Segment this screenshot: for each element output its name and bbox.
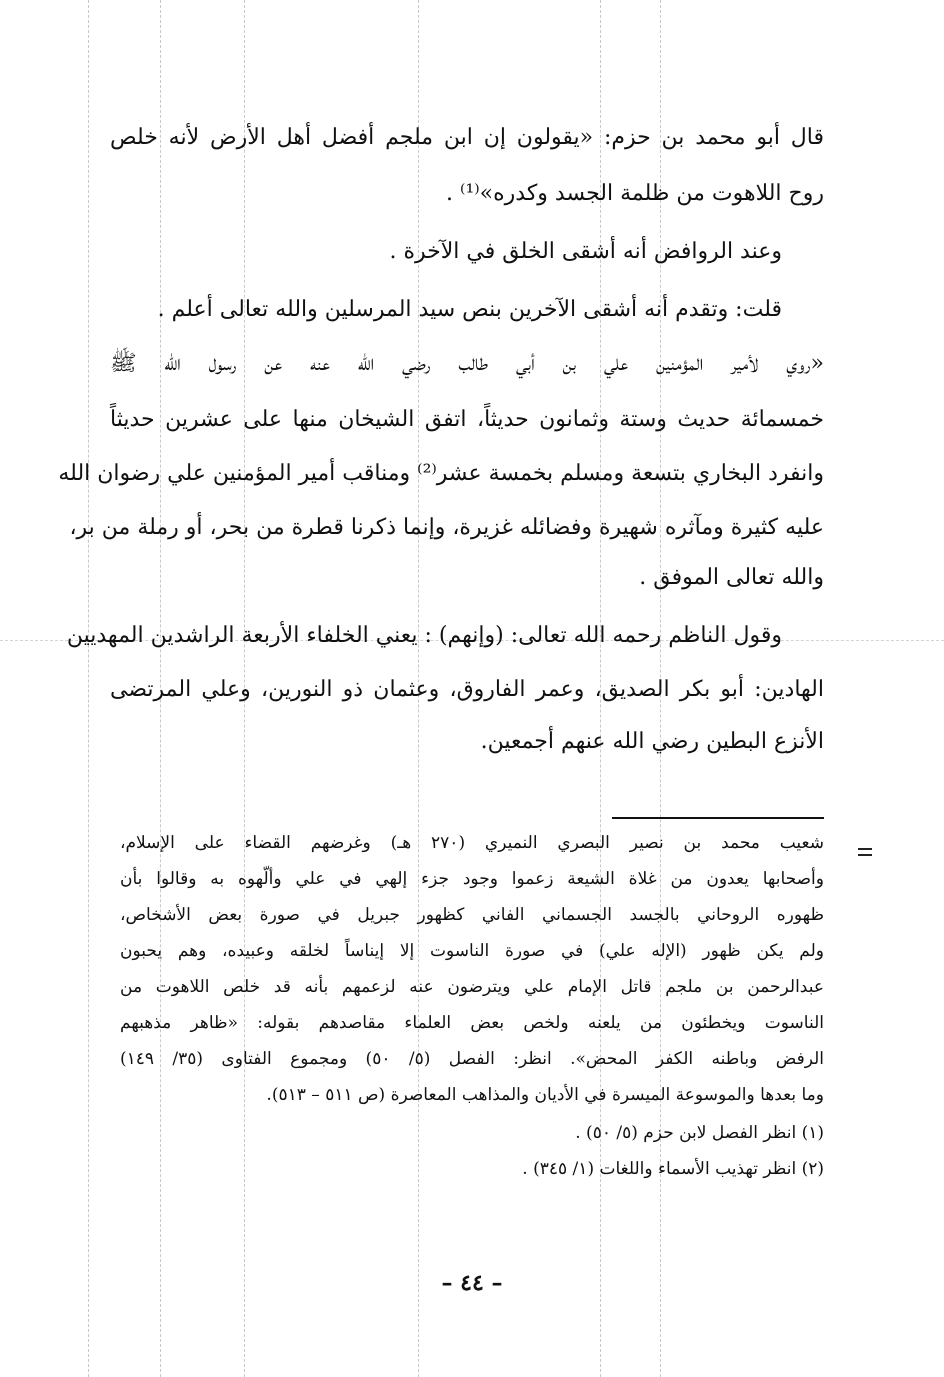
footnote-line: الناسوت ويخطئون من يلعنه ولخص بعض العلماء مقاصدهم بقوله: «ظاهر مذهبهم [120, 1013, 824, 1033]
body-line: خمسمائة حديث وستة وثمانون حديثاً، اتفق الشيخان منها على عشرين حديثاً [110, 407, 824, 432]
body-line: «روي لأمير المؤمنين علي بن أبي طالب رضي الله عنه عن رسول الله ﷺ [110, 351, 824, 376]
body-line: الأنزع البطين رضي الله عنهم أجمعين. [480, 729, 824, 754]
body-line: وعند الروافض أنه أشقى الخلق في الآخرة . [389, 239, 782, 264]
body-line: قال أبو محمد بن حزم: «يقولون إن ابن ملجم أفضل أهل الأرض لأنه خلص [110, 125, 824, 150]
body-line: روح اللاهوت من ظلمة الجسد وكدره»⁽¹⁾ . [446, 181, 824, 206]
scan-guide-line [88, 0, 89, 1377]
body-line: الهادين: أبو بكر الصديق، وعمر الفاروق، وعثمان ذو النورين، وعلي المرتضى [110, 677, 824, 702]
body-line: والله تعالى الموفق . [639, 565, 824, 590]
footnote-line: ولم يكن ظهور (الإله علي) في صورة الناسوت إلا إيناساً لخلقه وعبيده، وهم يحبون [120, 941, 824, 961]
footnote-separator [612, 817, 824, 819]
margin-mark [858, 848, 872, 850]
footnote-line: ظهوره الروحاني بالجسد الجسماني الفاني كظهور جبريل في صورة بعض الأشخاص، [120, 905, 824, 925]
body-line: وانفرد البخاري بتسعة ومسلم بخمسة عشر⁽²⁾ ومناقب أمير المؤمنين علي رضوان الله [58, 461, 824, 486]
page-number: – ٤٤ – [441, 1270, 503, 1296]
body-line: عليه كثيرة ومآثره شهيرة وفضائله غزيرة، وإنما ذكرنا قطرة من بحر، أو رملة من بر، [69, 515, 824, 540]
footnote-line: وأصحابها يعدون من غلاة الشيعة زعموا وجود جزء إلهي في علي وألّهوه به وقالوا بأن [120, 869, 824, 889]
footnote-line: الرفض وباطنه الكفر المحض». انظر: الفصل (٥/ ٥٠) ومجموع الفتاوى (٣٥/ ١٤٩) [120, 1049, 824, 1069]
footnote-line: شعيب محمد بن نصير البصري النميري (٢٧٠ هـ) وغرضهم القضاء على الإسلام، [120, 833, 825, 853]
footnote-line: عبدالرحمن بن ملجم قاتل الإمام علي ويترضون عنه لزعمهم بأنه قد خلص اللاهوت من [120, 977, 824, 997]
footnote-ref-1: (١) انظر الفصل لابن حزم (٥/ ٥٠) . [575, 1123, 824, 1143]
body-line: قلت: وتقدم أنه أشقى الآخرين بنص سيد المرسلين والله تعالى أعلم . [157, 297, 782, 322]
body-line: وقول الناظم رحمه الله تعالى: (وإنهم) : يعني الخلفاء الأربعة الراشدين المهديين [66, 623, 782, 648]
footnote-ref-2: (٢) انظر تهذيب الأسماء واللغات (١/ ٣٤٥) . [522, 1159, 824, 1179]
footnote-line: وما بعدها والموسوعة الميسرة في الأديان والمذاهب المعاصرة (ص ٥١١ – ٥١٣). [266, 1085, 824, 1105]
